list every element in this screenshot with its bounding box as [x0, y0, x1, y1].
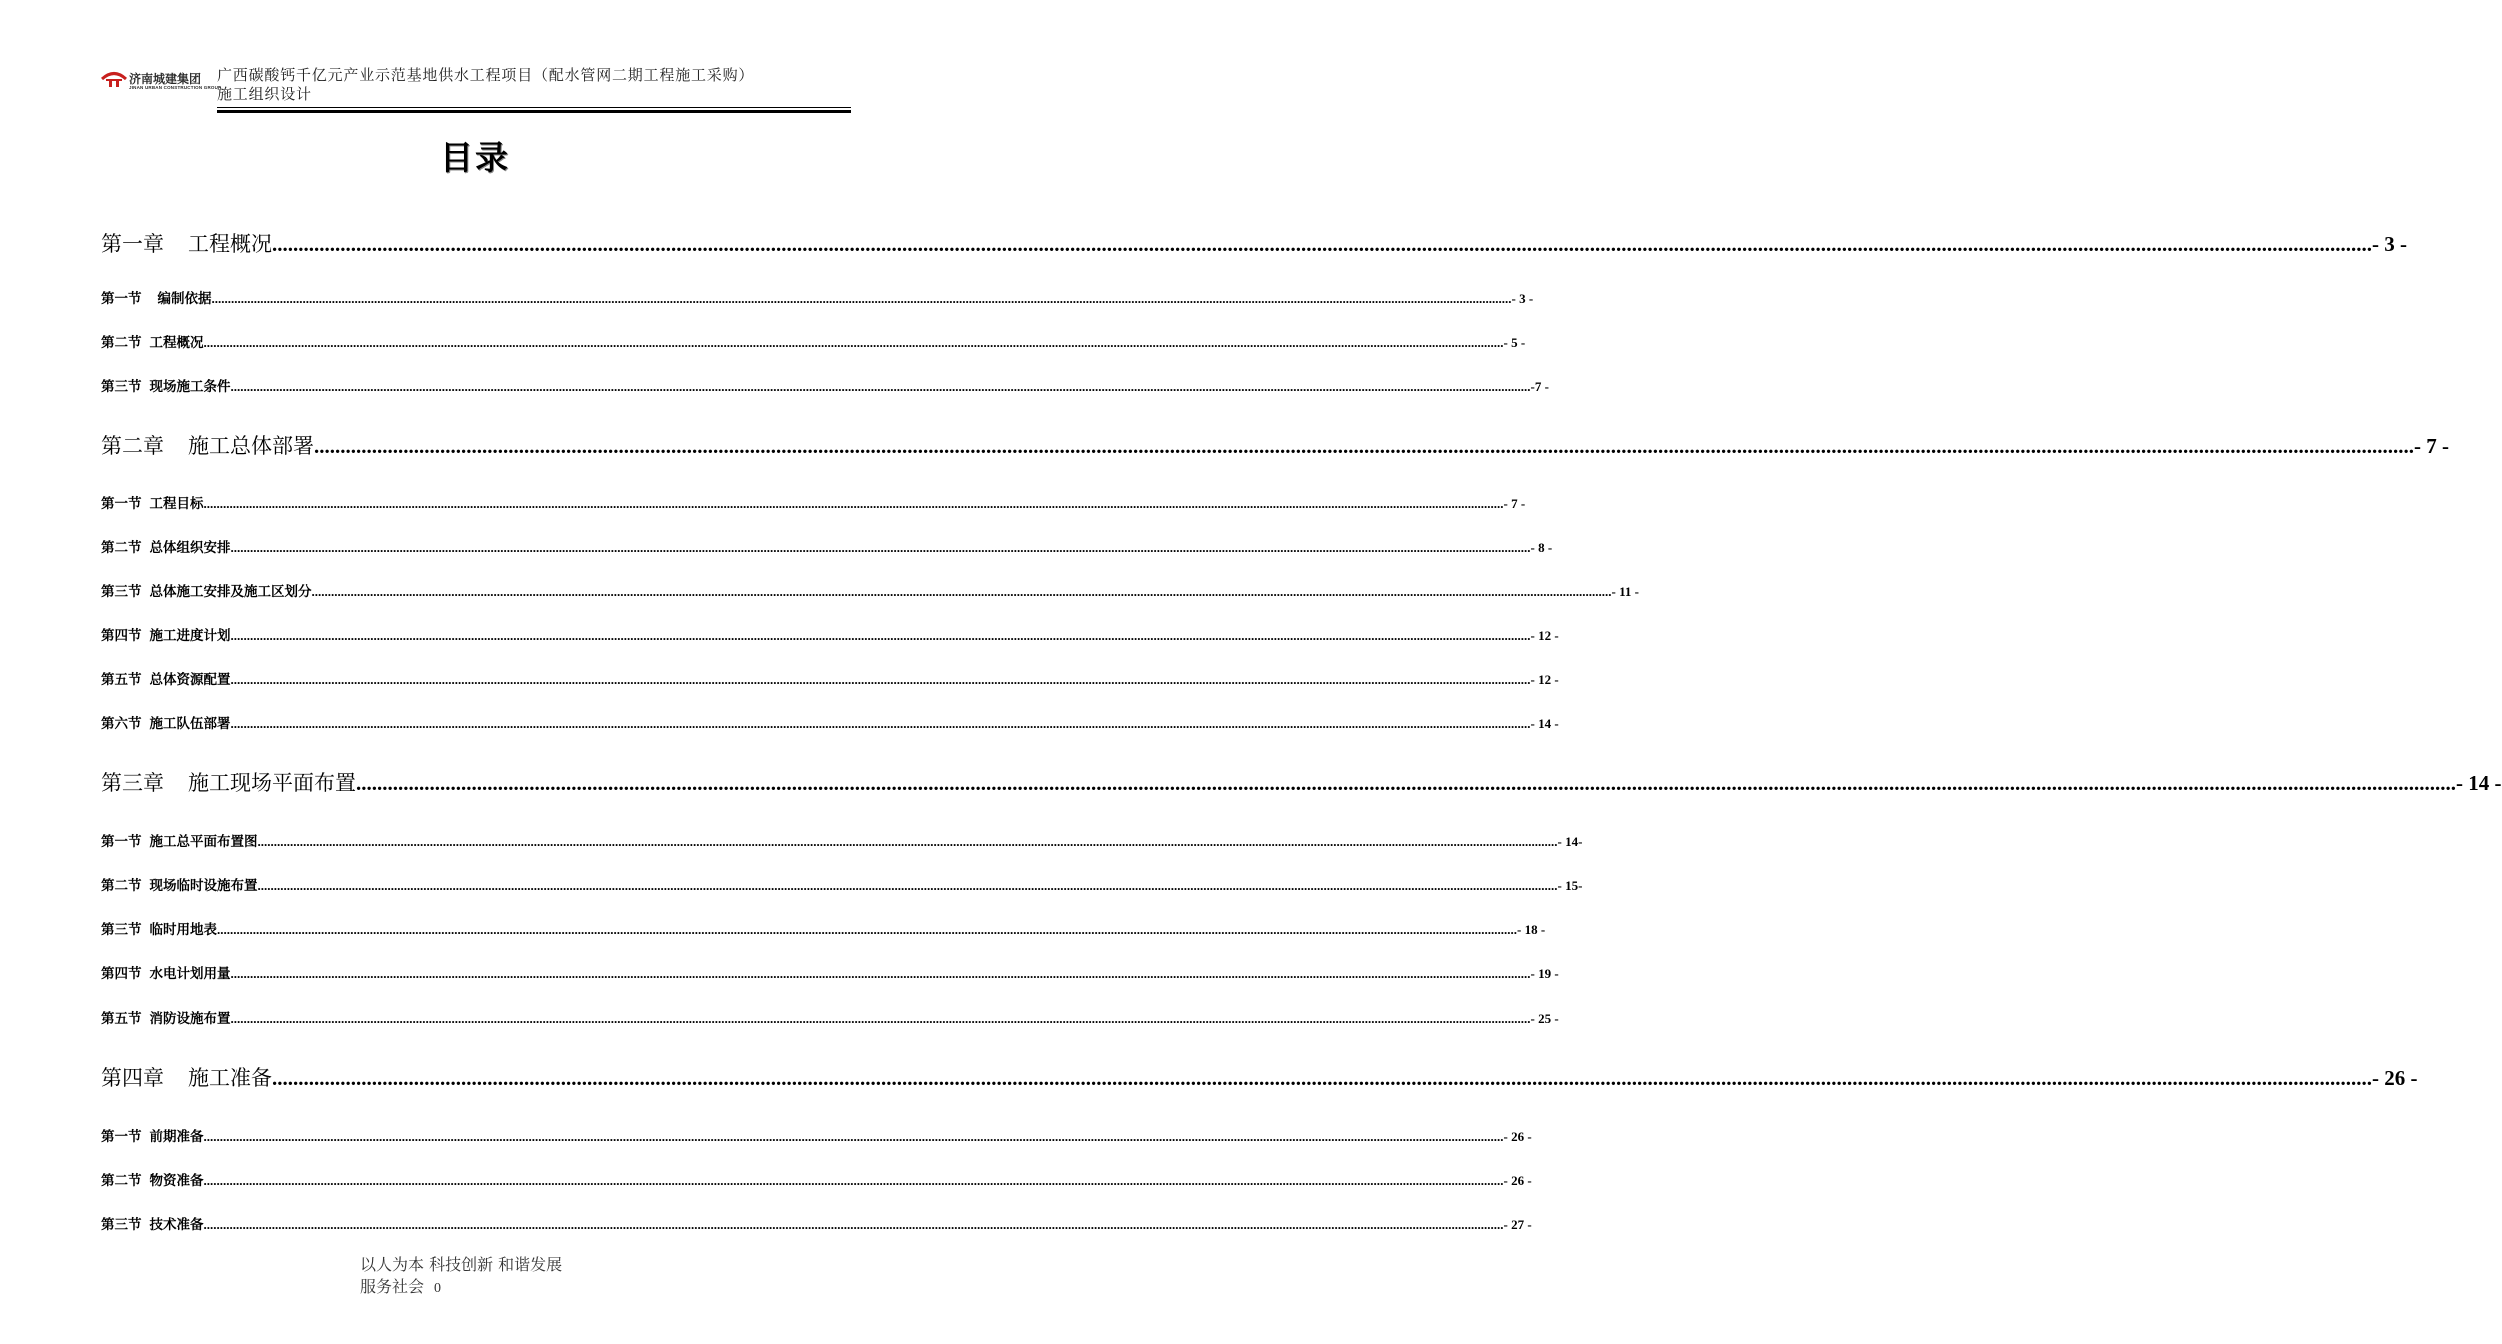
toc-entry-label: [101, 492, 204, 512]
page-footer: [360, 1254, 562, 1300]
toc-page-number: - 26 -: [2372, 1066, 2418, 1090]
toc-entry-number: 第四节: [101, 966, 142, 982]
toc-entry-label: [101, 624, 231, 644]
toc-entry-label: [101, 375, 231, 395]
toc-entry-number: 第二节: [101, 878, 142, 894]
toc-section-entry[interactable]: [101, 287, 1534, 307]
toc-entry-title: 编制依据: [157, 291, 212, 307]
toc-entry-title: 工程目标: [149, 496, 204, 512]
toc-section-entry[interactable]: [101, 375, 1549, 395]
toc-page-number: - 3 -: [1511, 291, 1534, 306]
toc-section-entry[interactable]: [101, 624, 1559, 644]
footer-slogan-line-2: 服务社会: [360, 1277, 425, 1296]
toc-entry-number: 第一节: [101, 291, 142, 307]
toc-page-number: - 12 -: [1530, 672, 1559, 687]
toc-section-entry[interactable]: [101, 580, 1639, 600]
toc-entry-number: 第四章: [101, 1066, 164, 1090]
toc-entry-number: 第一章: [101, 232, 164, 256]
toc-section-entry[interactable]: [101, 1169, 1532, 1189]
toc-entry-number: 第三节: [101, 379, 142, 395]
toc-entry-label: [101, 430, 314, 460]
toc-title: 目录: [440, 138, 510, 177]
company-logo: [101, 68, 222, 94]
toc-section-entry[interactable]: [101, 918, 1546, 938]
toc-entry-title: 消防设施布置: [149, 1011, 231, 1027]
toc-section-entry[interactable]: [101, 331, 1526, 351]
toc-leader-dots: ................................................................................................................................................................................................................................................................................................................................................................................................................: [230, 966, 1531, 981]
toc-page-number: - 7 -: [1503, 496, 1526, 511]
toc-entry-number: 第一节: [101, 1129, 142, 1145]
toc-entry-label: [101, 1125, 204, 1145]
toc-entry-label: [101, 830, 258, 850]
toc-section-entry[interactable]: [101, 1213, 1532, 1233]
toc-entry-label: [101, 712, 231, 732]
toc-chapter-entry[interactable]: [101, 1062, 2418, 1092]
toc-entry-number: 第二节: [101, 335, 142, 351]
toc-entry-number: 第二节: [101, 1173, 142, 1189]
toc-leader-dots: ................................................................................................................................................................................................................................................................................................................................................................................................................: [230, 628, 1531, 643]
toc-leader-dots: ................................................................................................................................................................................................................................................................................................................................................................................................................: [272, 1066, 2372, 1090]
toc-entry-title: 施工现场平面布置: [188, 771, 356, 795]
toc-chapter-entry[interactable]: [101, 228, 2407, 258]
toc-page-number: - 25 -: [1530, 1011, 1559, 1026]
logo-text-en: JINAN URBAN CONSTRUCTION GROUP: [129, 85, 222, 90]
toc-leader-dots: ................................................................................................................................................................................................................................................................................................................................................................................................................: [203, 496, 1504, 511]
toc-entry-label: [101, 962, 231, 982]
toc-page-number: - 15-: [1557, 878, 1583, 893]
toc-section-entry[interactable]: [101, 492, 1526, 512]
toc-entry-title: 总体资源配置: [149, 672, 231, 688]
toc-entry-label: [101, 536, 231, 556]
toc-page-number: - 26 -: [1503, 1173, 1532, 1188]
toc-section-entry[interactable]: [101, 1125, 1532, 1145]
toc-leader-dots: ................................................................................................................................................................................................................................................................................................................................................................................................................: [257, 834, 1558, 849]
toc-entry-title: 前期准备: [149, 1129, 204, 1145]
toc-page-number: - 14 -: [1530, 716, 1559, 731]
header-rule-thick: [217, 110, 851, 113]
toc-leader-dots: ................................................................................................................................................................................................................................................................................................................................................................................................................: [230, 672, 1531, 687]
toc-entry-title: 施工进度计划: [149, 628, 231, 644]
toc-entry-label: [101, 767, 356, 797]
toc-leader-dots: ................................................................................................................................................................................................................................................................................................................................................................................................................: [257, 878, 1558, 893]
toc-entry-number: 第四节: [101, 628, 142, 644]
toc-page-number: -7 -: [1530, 379, 1549, 394]
footer-slogan-line-1: 以人为本 科技创新 和谐发展: [360, 1255, 563, 1274]
page-number: 0: [434, 1281, 442, 1296]
header-title: [217, 66, 754, 104]
toc-chapter-entry[interactable]: [101, 767, 2502, 797]
toc-page-number: - 3 -: [2372, 232, 2407, 256]
toc-section-entry[interactable]: [101, 712, 1559, 732]
toc-section-entry[interactable]: [101, 962, 1559, 982]
toc-leader-dots: ................................................................................................................................................................................................................................................................................................................................................................................................................: [217, 922, 1517, 937]
toc-entry-label: [101, 668, 231, 688]
logo-text-cn: 济南城建集团: [129, 72, 202, 86]
toc-entry-number: 第三节: [101, 584, 142, 600]
toc-page-number: - 14-: [1557, 834, 1583, 849]
toc-entry-number: 第六节: [101, 716, 142, 732]
toc-entry-title: 物资准备: [149, 1173, 204, 1189]
header-rule-thin: [217, 107, 851, 108]
toc-leader-dots: ................................................................................................................................................................................................................................................................................................................................................................................................................: [203, 1129, 1504, 1144]
toc-entry-number: 第一节: [101, 834, 142, 850]
page-header: [101, 64, 851, 114]
toc-entry-number: 第五节: [101, 1011, 142, 1027]
toc-entry-label: [101, 1062, 272, 1092]
toc-entry-label: [101, 228, 272, 258]
toc-leader-dots: ................................................................................................................................................................................................................................................................................................................................................................................................................: [230, 540, 1531, 555]
toc-entry-number: 第二章: [101, 434, 164, 458]
logo-mark-icon: [101, 70, 127, 88]
toc-entry-number: 第三节: [101, 1217, 142, 1233]
toc-entry-title: 施工准备: [188, 1066, 272, 1090]
toc-section-entry[interactable]: [101, 668, 1559, 688]
toc-section-entry[interactable]: [101, 830, 1583, 850]
toc-page-number: - 11 -: [1611, 584, 1639, 599]
header-line-2: 施工组织设计: [217, 85, 312, 103]
toc-entry-number: 第三节: [101, 922, 142, 938]
toc-entry-label: [101, 1007, 231, 1027]
toc-entry-label: [101, 1213, 204, 1233]
toc-entry-title: 施工总体部署: [188, 434, 314, 458]
toc-leader-dots: ................................................................................................................................................................................................................................................................................................................................................................................................................: [203, 1217, 1504, 1232]
toc-page-number: - 26 -: [1503, 1129, 1532, 1144]
toc-leader-dots: ................................................................................................................................................................................................................................................................................................................................................................................................................: [230, 379, 1531, 394]
toc-section-entry[interactable]: [101, 874, 1583, 894]
toc-chapter-entry[interactable]: [101, 430, 2449, 460]
toc-entry-label: [101, 580, 312, 600]
toc-entry-title: 水电计划用量: [149, 966, 231, 982]
toc-leader-dots: ................................................................................................................................................................................................................................................................................................................................................................................................................: [314, 434, 2414, 458]
toc-entry-label: [101, 331, 204, 351]
toc-entry-label: [101, 1169, 204, 1189]
toc-entry-label: [101, 287, 212, 307]
toc-leader-dots: ................................................................................................................................................................................................................................................................................................................................................................................................................: [211, 291, 1512, 306]
toc-leader-dots: ................................................................................................................................................................................................................................................................................................................................................................................................................: [203, 335, 1504, 350]
toc-page-number: - 5 -: [1503, 335, 1526, 350]
toc-entry-label: [101, 874, 258, 894]
toc-page-number: - 14 -: [2456, 771, 2502, 795]
toc-leader-dots: ................................................................................................................................................................................................................................................................................................................................................................................................................: [230, 1011, 1531, 1026]
toc-page-number: - 27 -: [1503, 1217, 1532, 1232]
toc-entry-title: 总体组织安排: [149, 540, 231, 556]
toc-entry-title: 总体施工安排及施工区划分: [149, 584, 312, 600]
toc-entry-title: 现场施工条件: [149, 379, 231, 395]
toc-entry-title: 现场临时设施布置: [149, 878, 258, 894]
toc-entry-title: 临时用地表: [149, 922, 217, 938]
toc-entry-number: 第三章: [101, 771, 164, 795]
toc-section-entry[interactable]: [101, 1007, 1559, 1027]
toc-leader-dots: ................................................................................................................................................................................................................................................................................................................................................................................................................: [230, 716, 1531, 731]
toc-page-number: - 18 -: [1517, 922, 1546, 937]
toc-page-number: - 7 -: [2414, 434, 2449, 458]
toc-entry-label: [101, 918, 217, 938]
toc-entry-number: 第五节: [101, 672, 142, 688]
toc-page-number: - 8 -: [1530, 540, 1553, 555]
toc-entry-title: 施工总平面布置图: [149, 834, 258, 850]
toc-page-number: - 19 -: [1530, 966, 1559, 981]
toc-entry-title: 施工队伍部署: [149, 716, 231, 732]
toc-entry-title: 工程概况: [188, 232, 272, 256]
toc-section-entry[interactable]: [101, 536, 1553, 556]
toc-entry-number: 第一节: [101, 496, 142, 512]
toc-entry-title: 技术准备: [149, 1217, 204, 1233]
toc-leader-dots: ................................................................................................................................................................................................................................................................................................................................................................................................................: [311, 584, 1612, 599]
toc-leader-dots: ................................................................................................................................................................................................................................................................................................................................................................................................................: [203, 1173, 1504, 1188]
toc-page-number: - 12 -: [1530, 628, 1559, 643]
toc-entry-number: 第二节: [101, 540, 142, 556]
toc-entry-title: 工程概况: [149, 335, 204, 351]
toc-leader-dots: ................................................................................................................................................................................................................................................................................................................................................................................................................: [356, 771, 2456, 795]
header-line-1: 广西碳酸钙千亿元产业示范基地供水工程项目（配水管网二期工程施工采购）: [217, 66, 755, 84]
toc-leader-dots: ................................................................................................................................................................................................................................................................................................................................................................................................................: [272, 232, 2372, 256]
